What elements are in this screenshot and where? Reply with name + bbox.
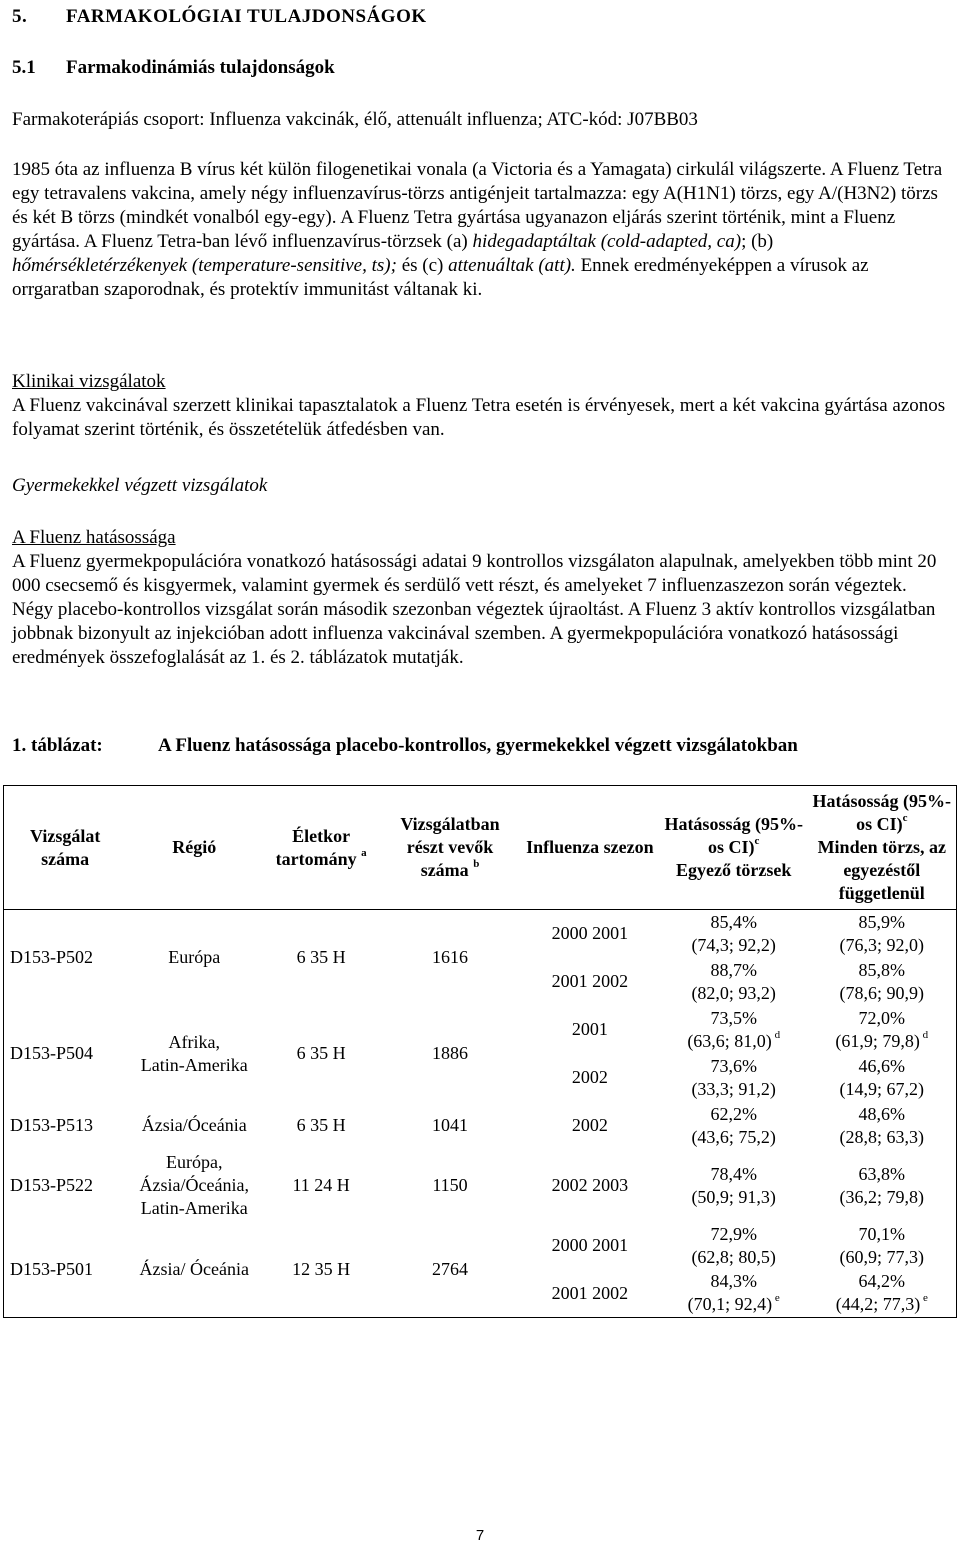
matched-efficacy-cell: 88,7% (82,0; 93,2) [691, 959, 776, 1003]
matched-efficacy-cell: 73,5% (63,6; 81,0) $^d$ [687, 1007, 781, 1051]
age-cell: 12 35 H [262, 1222, 380, 1318]
efficacy-table [3, 785, 957, 1318]
table-header-row [4, 786, 957, 910]
age-cell: 6 35 H [296, 1043, 346, 1063]
intro-part3: és (c) [396, 255, 449, 276]
matched-efficacy-cell: 62,2% (43,6; 75,2) [691, 1103, 776, 1147]
season-cell: 2000 2001 [551, 923, 629, 944]
study-cell: D153-P501 [4, 1222, 127, 1318]
table-row [4, 910, 957, 958]
matched-efficacy-cell: 78,4% (50,9; 91,3) [691, 1163, 776, 1207]
study-cell: D153-P513 [4, 1102, 127, 1150]
season-cell: 2002 [571, 1115, 608, 1135]
intro-italic3: attenuáltak (att). [448, 255, 576, 276]
header-participants: Vizsgálatban részt vevők száma $^b$ [380, 786, 520, 910]
region-cell: Európa, Ázsia/Óceánia, Latin-Amerika [139, 1152, 249, 1218]
intro-part4: Ennek eredményeképpen a vírusok az orrgaratban szaporodnak, és protektív immunitást váltanak ki. [12, 255, 869, 300]
season-cell: 2001 [571, 1019, 608, 1039]
children-heading-block [12, 474, 952, 498]
study-cell: D153-P522 [4, 1150, 127, 1222]
group-text: Farmakoterápiás csoport: Influenza vakcinák, élő, attenuált influenza; ATC-kód: J07BB03 [12, 109, 698, 130]
table-row [4, 1222, 957, 1270]
region-cell: Afrika, Latin-Amerika [140, 1031, 248, 1075]
participants-cell: 1041 [432, 1115, 468, 1135]
intro-paragraph [12, 158, 952, 302]
efficacy-section [12, 526, 952, 670]
page-number: 7 [475, 1527, 485, 1544]
section-title: FARMAKOLÓGIAI TULAJDONSÁGOK [66, 6, 427, 27]
header-matched: Hatásosság (95%-os CI)$^c$ Egyező törzsek [660, 786, 808, 910]
section-number: 5. [12, 6, 28, 27]
season-cell: 2001 2002 [551, 971, 629, 991]
all-efficacy-cell: 72,0% (61,9; 79,8) $^d$ [808, 1006, 957, 1054]
all-efficacy-cell: 85,9% (76,3; 92,0) [808, 910, 957, 958]
children-heading: Gyermekekkel végzett vizsgálatok [12, 475, 268, 496]
subsection-number: 5.1 [12, 57, 36, 78]
participants-cell: 2764 [380, 1222, 520, 1318]
pharmacotherapeutic-group [12, 108, 952, 132]
clinical-section [12, 370, 952, 442]
intro-italic2: hőmérsékletérzékenyek (temperature-sensitive, ts); [12, 255, 397, 276]
clinical-text: A Fluenz vakcinával szerzett klinikai tapasztalatok a Fluenz Tetra esetén is érvényesek, mert a két vakcina gyártása azonos folyamat szerint történik, és összetételük átfedésben van. [12, 395, 946, 440]
participants-cell: 1886 [432, 1043, 468, 1063]
table-body [4, 910, 957, 1318]
matched-efficacy-cell: 85,4% (74,3; 92,2) [691, 911, 776, 955]
table-row [4, 1006, 957, 1054]
table-row [4, 1150, 957, 1222]
study-cell: D153-P504 [4, 1006, 127, 1102]
table-caption-number: 1. táblázat: [12, 735, 103, 756]
all-efficacy-cell: 63,8% (36,2; 79,8) [808, 1150, 957, 1222]
section-heading [12, 5, 427, 29]
age-cell: 6 35 H [296, 947, 346, 968]
matched-efficacy-cell: 73,6% (33,3; 91,2) [691, 1055, 776, 1099]
season-cell: 2001 2002 [520, 1270, 660, 1318]
intro-text [12, 158, 952, 302]
subsection-title: Farmakodinámiás tulajdonságok [66, 57, 335, 78]
region-cell: Ázsia/ Óceánia [126, 1222, 262, 1318]
all-efficacy-cell: 48,6% (28,8; 63,3) [808, 1102, 957, 1150]
participants-cell: 1616 [432, 947, 468, 968]
table-caption [12, 734, 798, 758]
season-cell: 2002 [571, 1067, 608, 1087]
region-cell: Európa [168, 947, 221, 968]
region-cell: Ázsia/Óceánia [141, 1115, 247, 1135]
all-efficacy-cell: 85,8% (78,6; 90,9) [808, 958, 957, 1006]
header-age: Életkor tartomány $^a$ [262, 786, 380, 910]
all-efficacy-cell: 46,6% (14,9; 67,2) [808, 1054, 957, 1102]
intro-part2: ; (b) [741, 231, 774, 252]
study-cell: D153-P502 [4, 910, 127, 1006]
participants-cell: 1150 [432, 1175, 468, 1195]
age-cell: 11 24 H [292, 1175, 350, 1195]
header-all: Hatásosság (95%-os CI)$^c$ Minden törzs, az egyezéstől függetlenül [808, 786, 957, 910]
header-study: Vizsgálat száma [4, 786, 127, 910]
season-cell: 2000 2001 [551, 1235, 629, 1255]
intro-part1: 1985 óta az influenza B vírus két külön filogenetikai vonala (a Victoria és a Yamagata) cirkulál világszerte. A Fluenz Tetra egy tetravalens vakcina, amely négy influenzavírus-törzs antigénjeit tartalmazza: egy A(H1N1) törzs, egy A/(H3N2) törzs és két B törzs (mindkét vonalból egy-egy). A Fluenz Tetra gyártása ugyanazon eljárás szerint történik, mint a Fluenz gyártása. A Fluenz Tetra-ban lévő influenzavírus-törzsek (a) [12, 159, 943, 252]
intro-italic1: hidegadaptáltak (cold-adapted, ca) [472, 231, 742, 252]
matched-efficacy-cell: 72,9% (62,8; 80,5) [691, 1223, 776, 1267]
efficacy-heading: A Fluenz hatásossága [12, 527, 176, 548]
all-efficacy-cell: 70,1% (60,9; 77,3) [808, 1222, 957, 1270]
all-efficacy-cell: 64,2% (44,2; 77,3) $^e$ [808, 1270, 957, 1318]
clinical-heading: Klinikai vizsgálatok [12, 371, 166, 392]
table-row [4, 1102, 957, 1150]
age-cell: 6 35 H [296, 1115, 346, 1135]
header-season: Influenza szezon [520, 786, 660, 910]
subsection-heading [12, 56, 335, 80]
table-caption-title: A Fluenz hatásossága placebo-kontrollos, gyermekekkel végzett vizsgálatokban [158, 735, 798, 756]
season-cell: 2002 2003 [551, 1175, 629, 1195]
header-region: Régió [126, 786, 262, 910]
matched-efficacy-cell: 84,3% (70,1; 92,4) $^e$ [660, 1270, 808, 1318]
efficacy-text: A Fluenz gyermekpopulációra vonatkozó hatásossági adatai 9 kontrollos vizsgálaton alapulnak, amelyekben több mint 20 000 csecsemő és kisgyermek, valamint gyermek és serdülő vett részt, és amelyeket 7 influenzaszezon során végeztek. Négy placebo-kontrollos vizsgálat során második szezonban végeztek újraoltást. A Fluenz 3 aktív kontrollos vizsgálatban jobbnak bizonyult az injekcióban adott influenza vakcinával szemben. A gyermekpopulációra vonatkozó hatásossági eredmények összefoglalását az 1. és 2. táblázatok mutatják. [12, 551, 937, 668]
